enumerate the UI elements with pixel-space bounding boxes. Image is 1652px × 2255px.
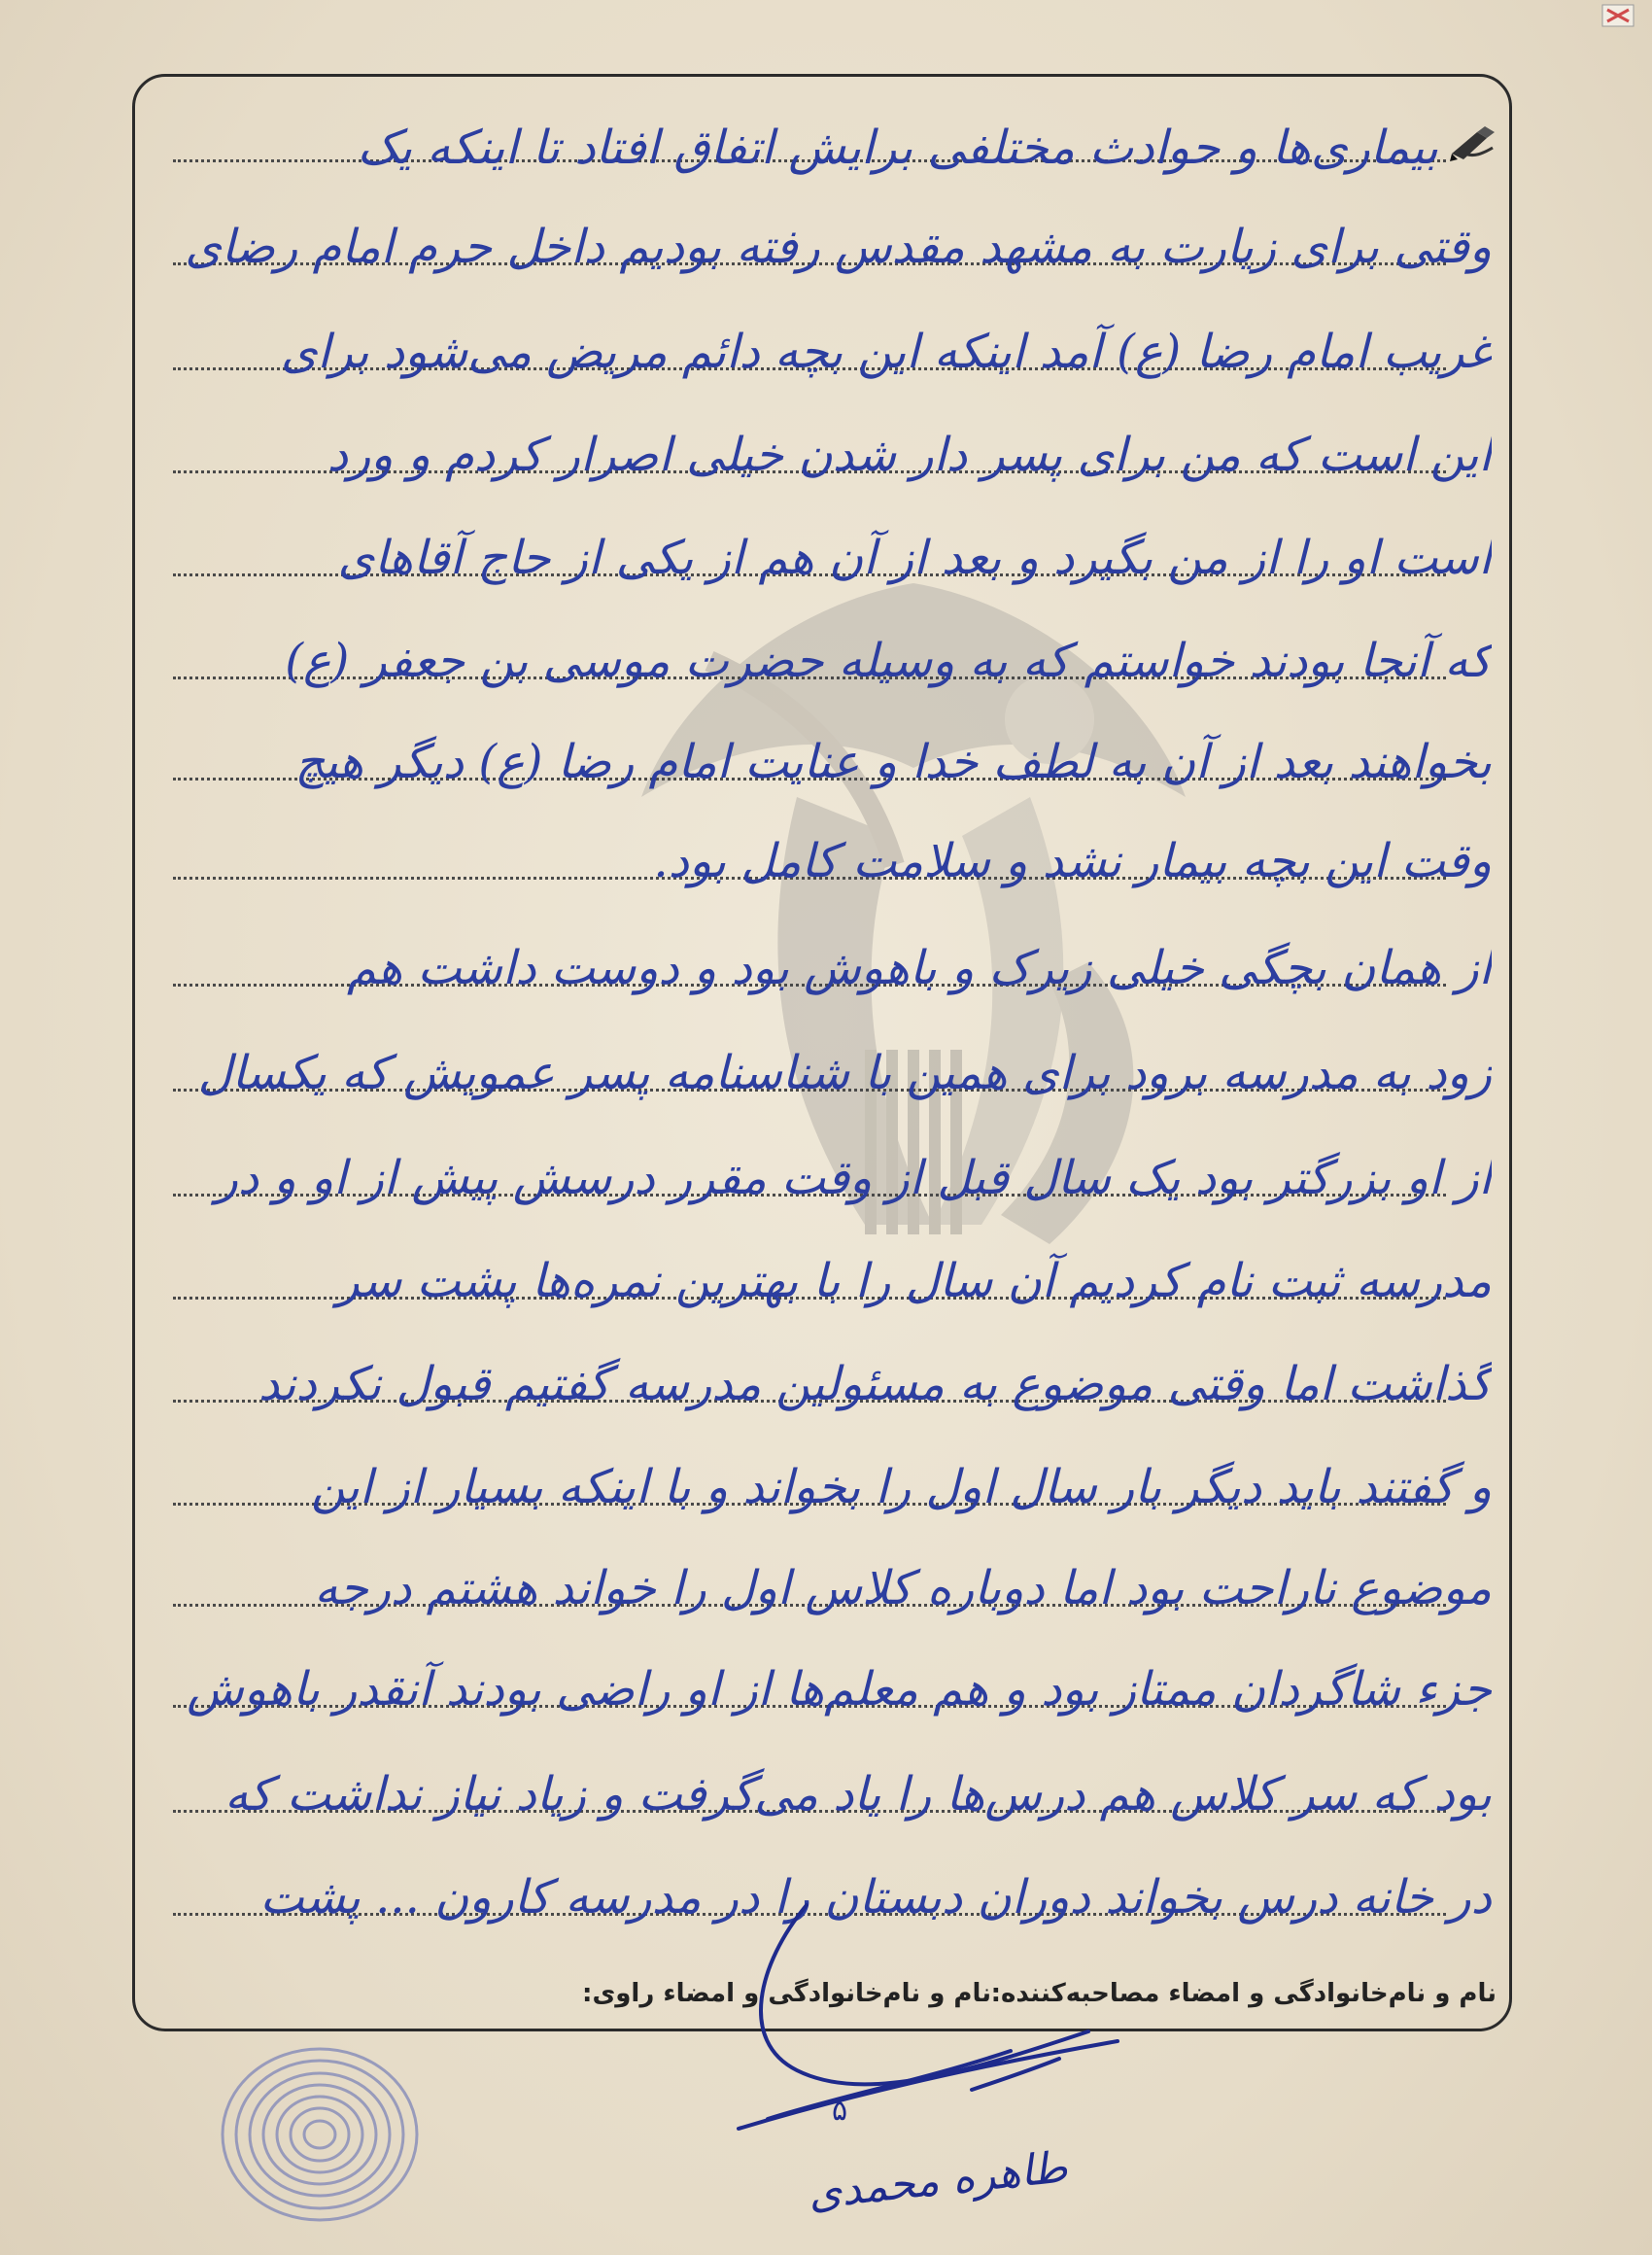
handwritten-line: غریب امام رضا (ع) آمد اینکه این بچه دائم مریض می‌شود برای [280,325,1492,379]
interviewer-signature-label: نام و نام‌خانوادگی و امضاء مصاحبه‌کننده: [990,1979,1497,2008]
handwritten-line: این است که من برای پسر دار شدن خیلی اصرار کردم و ورد [327,428,1492,482]
handwritten-line: گذاشت اما وقتی موضوع به مسئولین مدرسه گفتیم قبول نکردند [258,1357,1492,1411]
handwritten-line: وقت این بچه بیمار نشد و سلامت کامل بود. [653,834,1492,888]
handwritten-line: و گفتند باید دیگر بار سال اول را بخواند و با اینکه بسیار از این [311,1460,1492,1514]
handwritten-line: از او بزرگتر بود یک سال قبل از وقت مقرر درسش پیش از او و در [215,1151,1492,1205]
handwritten-line: که آنجا بودند خواستم که به وسیله حضرت موسی بن جعفر (ع) [285,634,1492,688]
handwritten-line: بخواهند بعد از آن به لطف خدا و عنایت امام رضا (ع) دیگر هیچ [294,735,1492,789]
handwritten-line: مدرسه ثبت نام کردیم آن سال را با بهترین نمره‌ها پشت سر [336,1254,1492,1308]
handwritten-line: از همان بچگی خیلی زیرک و باهوش بود و دوست داشت هم [347,941,1492,995]
corner-mark-icon [1601,4,1635,27]
fingerprint-icon [208,2028,431,2232]
handwritten-line: وقتی برای زیارت به مشهد مقدس رفته بودیم داخل حرم امام رضای [185,220,1492,274]
handwritten-line: در خانه درس بخواند دوران دبستان را در مدرسه کارون ... پشت [259,1870,1492,1925]
handwritten-line: موضوع ناراحت بود اما دوباره کلاس اول را خواند هشتم درجه [314,1561,1492,1615]
page-number: ۵ [831,2094,848,2128]
handwritten-line: بیماری‌ها و حوادث مختلفی برایش اتفاق افتاد تا اینکه یک [357,121,1438,175]
writing-hand-pen-icon [1448,124,1498,163]
handwritten-line: جزء شاگردان ممتاز بود و هم معلم‌ها از او راضی بودند آنقدر باهوش [187,1662,1492,1717]
handwritten-line: است او را از من بگیرد و بعد از آن هم از یکی از حاج آقاهای [337,531,1492,585]
handwritten-line: بود که سر کلاس هم درس‌ها را یاد می‌گرفت و زیاد نیاز نداشت که [224,1767,1492,1821]
narrator-signature-label: نام و نام‌خانوادگی و امضاء راوی: [582,1979,991,2008]
signature-name: طاهره محمدی [806,2142,1070,2219]
handwritten-line: زود به مدرسه برود برای همین با شناسنامه پسر عمویش که یکسال [197,1046,1492,1100]
